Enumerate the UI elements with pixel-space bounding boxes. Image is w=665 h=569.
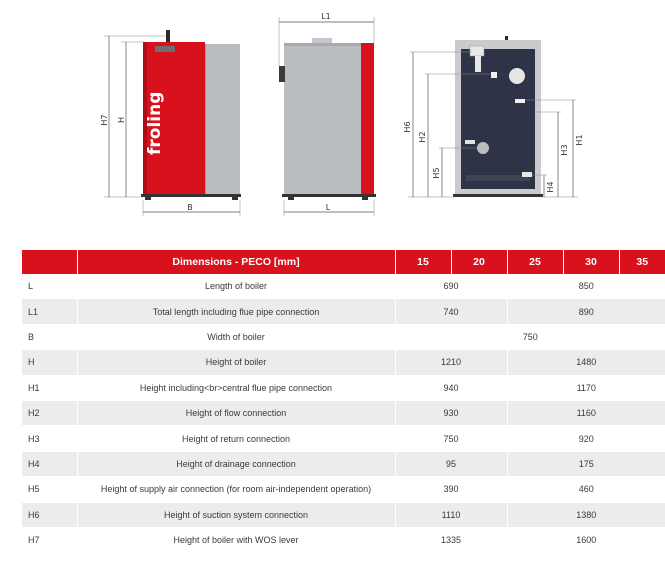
size-header-30: 30: [563, 250, 619, 274]
row-description: Height of return connection: [77, 426, 395, 451]
brand-logo: froling: [145, 91, 165, 155]
row-value-small: 750: [395, 426, 507, 451]
row-value-large: 920: [507, 426, 665, 451]
row-code: H6: [22, 502, 77, 527]
table-row: [22, 527, 665, 552]
table-row: [22, 350, 665, 375]
row-value-small: 1110: [395, 502, 507, 527]
table-row: [22, 324, 665, 349]
flue-connection: [279, 66, 285, 82]
row-value-large: 890: [507, 299, 665, 324]
table-row: [22, 451, 665, 476]
row-value-large: 850: [507, 274, 665, 299]
row-code: H2: [22, 400, 77, 425]
flue-outlet: [509, 68, 525, 84]
dim-label-h7: H7: [100, 114, 109, 126]
dim-label-h6: H6: [403, 121, 412, 133]
back-panel: [461, 49, 535, 189]
dim-label-h1: H1: [575, 134, 584, 146]
row-code: H4: [22, 451, 77, 476]
table-row: [22, 299, 665, 324]
row-description: Height of suction system connection: [77, 502, 395, 527]
size-header-25: 25: [507, 250, 563, 274]
row-value-large: 1380: [507, 502, 665, 527]
row-value-small: 690: [395, 274, 507, 299]
row-value-small: 1335: [395, 527, 507, 552]
dim-label-h: H: [117, 116, 126, 124]
row-value-large: 1160: [507, 400, 665, 425]
table-row: [22, 477, 665, 502]
row-value-large: 1480: [507, 350, 665, 375]
row-value-small: 740: [395, 299, 507, 324]
row-value-small: 390: [395, 477, 507, 502]
boiler-drawings-svg: [0, 0, 665, 240]
row-value-large: 1600: [507, 527, 665, 552]
table-header-row: [22, 250, 665, 274]
row-code: H5: [22, 477, 77, 502]
size-header-35: 35: [619, 250, 665, 274]
row-code: H3: [22, 426, 77, 451]
row-value-small: 95: [395, 451, 507, 476]
row-description: Total length including flue pipe connection: [77, 299, 395, 324]
wos-lever: [166, 30, 170, 42]
row-description: Height of flow connection: [77, 400, 395, 425]
row-code: B: [22, 324, 77, 349]
table-row: [22, 502, 665, 527]
row-code: H1: [22, 375, 77, 400]
row-value-large: 460: [507, 477, 665, 502]
row-value-large: 1170: [507, 375, 665, 400]
table-row: [22, 400, 665, 425]
dim-label-h4: H4: [546, 181, 555, 193]
suction-connection: [470, 46, 484, 56]
row-value-small: 1210: [395, 350, 507, 375]
side-view: [279, 12, 376, 216]
row-value-small: 940: [395, 375, 507, 400]
boiler-drawings: [0, 0, 665, 240]
row-description: Height of boiler with WOS lever: [77, 527, 395, 552]
dim-label-l1: L1: [321, 12, 331, 21]
row-description: Height of drainage connection: [77, 451, 395, 476]
dim-label-b: B: [187, 203, 193, 212]
air-supply-connection: [477, 142, 489, 154]
table-row: [22, 375, 665, 400]
front-grey-panel: [204, 44, 240, 194]
display-panel: [155, 46, 175, 52]
row-description: Length of boiler: [77, 274, 395, 299]
row-code: L: [22, 274, 77, 299]
dim-label-l: L: [325, 203, 331, 212]
row-description: Height of boiler: [77, 350, 395, 375]
row-description: Height including<br>central flue pipe connection: [77, 375, 395, 400]
row-code: H7: [22, 527, 77, 552]
row-value-small: 930: [395, 400, 507, 425]
table-row: [22, 426, 665, 451]
row-description: Height of supply air connection (for room air-independent operation): [77, 477, 395, 502]
side-red-door: [361, 43, 374, 194]
row-code: H: [22, 350, 77, 375]
dim-label-h2: H2: [418, 131, 427, 143]
dimensions-table: [22, 250, 665, 553]
table-title: Dimensions - PECO [mm]: [77, 250, 395, 274]
row-code: L1: [22, 299, 77, 324]
row-value-all: 750: [395, 324, 665, 349]
row-description: Width of boiler: [77, 324, 395, 349]
table-row: [22, 274, 665, 299]
row-value-large: 175: [507, 451, 665, 476]
side-panel: [284, 43, 362, 194]
back-view: [403, 36, 584, 197]
dim-label-h5: H5: [432, 167, 441, 179]
header-blank-cell: [22, 250, 77, 274]
size-header-20: 20: [451, 250, 507, 274]
dim-label-h3: H3: [560, 144, 569, 156]
front-view: [100, 30, 241, 216]
size-header-15: 15: [395, 250, 451, 274]
